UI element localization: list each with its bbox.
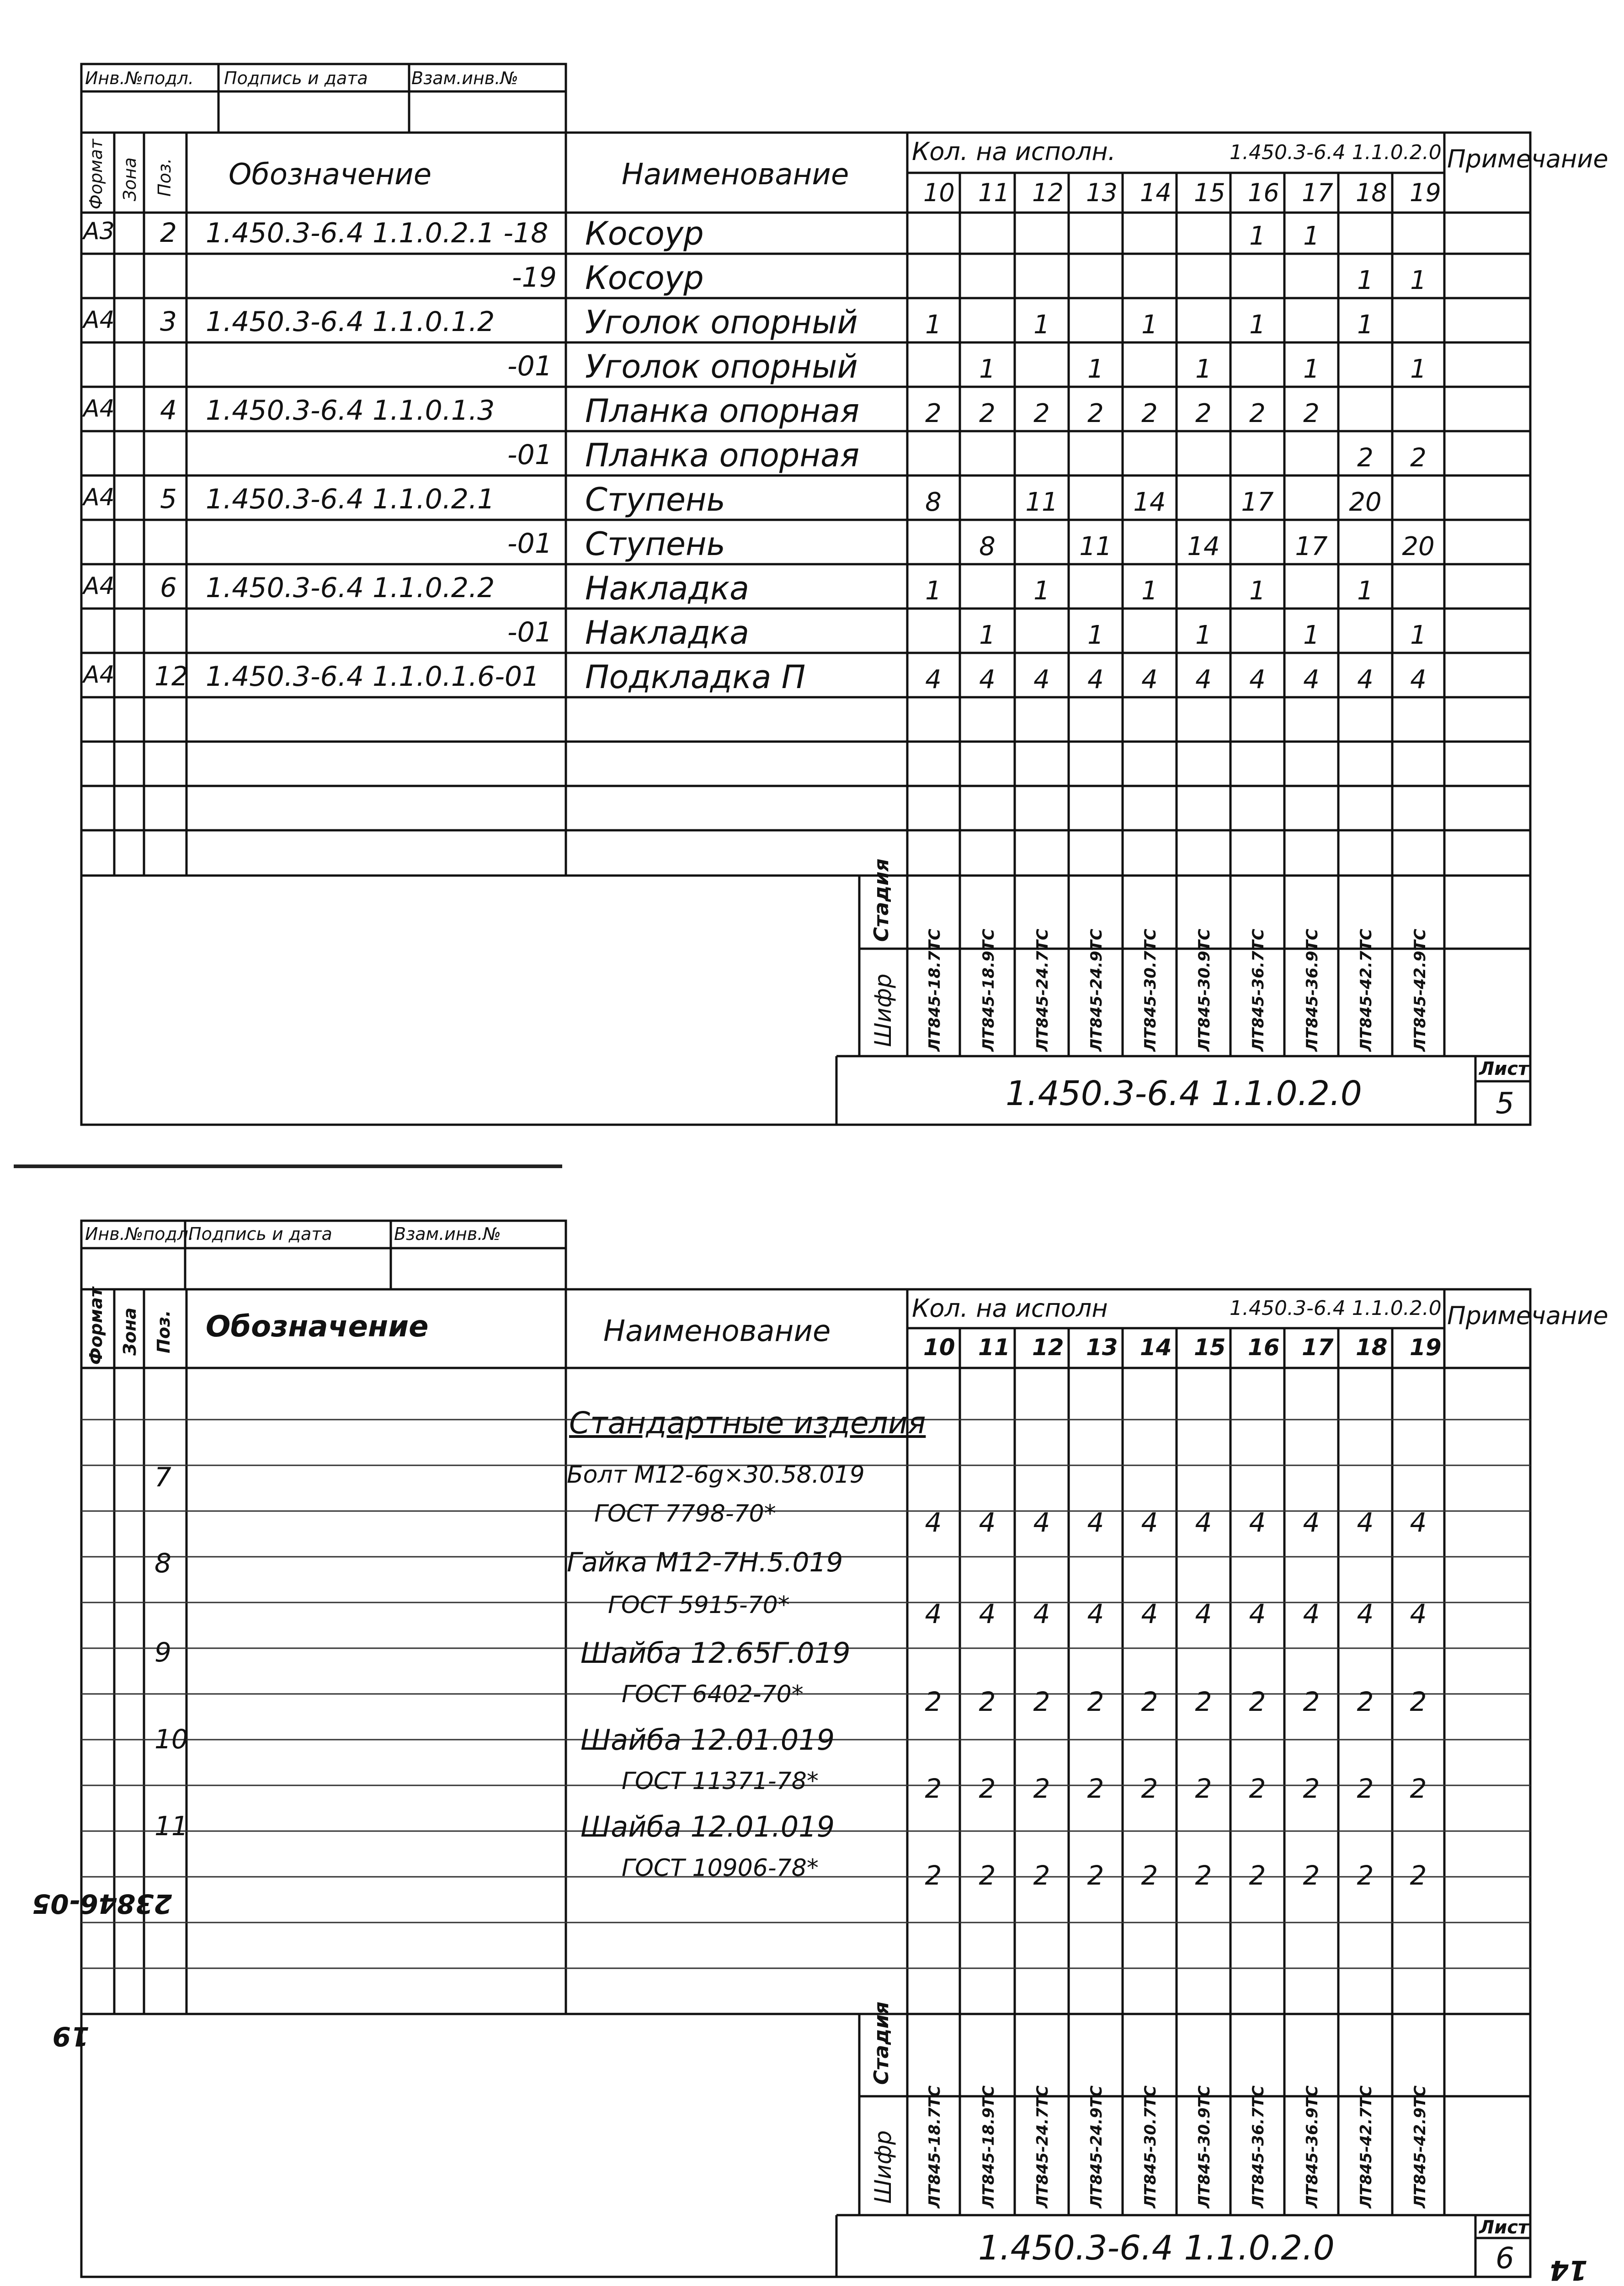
qty-cell: 2 (1195, 1773, 1212, 1804)
row-naimenovanie: Подкладка П (585, 658, 806, 696)
margin-code: 23846-05 (32, 1888, 172, 1919)
kol-column-17: 17 (1302, 1334, 1334, 1361)
qty-cell: 2 (1410, 1686, 1427, 1717)
qty-cell: 2 (979, 399, 996, 428)
qty-cell: 4 (1087, 1507, 1104, 1538)
shifr-code: ЛТ845-30.9ТС (1195, 929, 1214, 1052)
qty-cell: 4 (925, 1598, 942, 1629)
item-standard: ГОСТ 7798-70* (594, 1500, 776, 1528)
shifr-code: ЛТ845-18.9ТС (980, 2085, 998, 2208)
qty-cell: 2 (1410, 1860, 1427, 1891)
row-naimenovanie: Косоур (585, 259, 704, 297)
shifr-code: ЛТ845-30.7ТС (1141, 2085, 1160, 2208)
qty-cell: 1 (1033, 310, 1050, 340)
shifr-code: ЛТ845-24.7ТС (1033, 2085, 1052, 2208)
row-oboznachenie: 1.450.3-6.4 1.1.0.2.2 (206, 572, 495, 604)
qty-cell: 14 (1187, 532, 1220, 561)
qty-cell: 1 (1357, 310, 1374, 340)
qty-cell: 4 (1303, 1507, 1320, 1538)
header-format: Формат (86, 139, 106, 209)
qty-cell: 2 (979, 1686, 996, 1717)
qty-cell: 2 (1033, 1686, 1050, 1717)
row-naimenovanie: Ступень (585, 481, 725, 518)
qty-cell: 4 (1141, 1507, 1158, 1538)
item-name: Гайка М12-7Н.5.019 (567, 1547, 843, 1578)
qty-cell: 2 (925, 399, 942, 428)
qty-cell: 20 (1402, 532, 1435, 561)
qty-cell: 4 (1195, 665, 1212, 694)
qty-cell: 2 (1410, 1773, 1427, 1804)
shifr-code: ЛТ845-18.7ТС (926, 929, 944, 1052)
header-oboznachenie: Обозначение (229, 158, 432, 192)
qty-cell: 1 (979, 620, 996, 650)
row-poz: 12 (154, 661, 188, 692)
qty-cell: 20 (1349, 487, 1382, 517)
qty-cell: 2 (1249, 1860, 1266, 1891)
shifr-code: ЛТ845-42.9ТС (1411, 929, 1429, 1052)
qty-cell: 2 (1141, 1860, 1158, 1891)
qty-cell: 2 (925, 1773, 942, 1804)
qty-cell: 11 (1025, 487, 1058, 517)
kol-column-13: 13 (1086, 178, 1118, 207)
doc-number: 1.450.3-6.4 1.1.0.2.0 (1006, 1074, 1362, 1113)
qty-cell: 2 (1033, 399, 1050, 428)
stamp-inv-podl: Инв.№подл. (85, 68, 194, 88)
kol-column-14: 14 (1140, 1334, 1172, 1361)
qty-cell: 1 (1410, 266, 1427, 295)
row-format: А3 (83, 218, 115, 245)
shifr-code: ЛТ845-42.7ТС (1357, 929, 1375, 1052)
qty-cell: 1 (1033, 576, 1050, 606)
shifr-code: ЛТ845-36.7ТС (1249, 929, 1267, 1052)
item-name: Шайба 12.65Г.019 (580, 1636, 851, 1670)
item-poz: 8 (154, 1548, 171, 1579)
shifr-code: ЛТ845-24.9ТС (1087, 929, 1106, 1052)
qty-cell: 2 (1087, 1686, 1104, 1717)
row-format: А4 (83, 572, 115, 600)
header-kol-doc: 1.450.3-6.4 1.1.0.2.0 (1230, 141, 1442, 164)
qty-cell: 2 (1357, 1860, 1374, 1891)
qty-cell: 4 (1033, 665, 1050, 694)
qty-cell: 1 (925, 310, 942, 340)
shifr-code: ЛТ845-18.9ТС (980, 929, 998, 1052)
qty-cell: 1 (1141, 576, 1158, 606)
qty-cell: 2 (1249, 1686, 1266, 1717)
row-naimenovanie: Уголок опорный (585, 348, 858, 385)
qty-cell: 4 (1033, 1598, 1050, 1629)
list-label: Лист (1479, 2217, 1529, 2238)
shifr-code: ЛТ845-24.7ТС (1033, 929, 1052, 1052)
kol-column-17: 17 (1302, 178, 1333, 207)
kol-column-18: 18 (1356, 1334, 1388, 1361)
qty-cell: 4 (1195, 1598, 1212, 1629)
header-kol-doc: 1.450.3-6.4 1.1.0.2.0 (1230, 1297, 1442, 1320)
shifr-label: Шифр (870, 2130, 896, 2204)
kol-column-16: 16 (1248, 178, 1279, 207)
header-kol: Кол. на исполн. (912, 137, 1116, 166)
header-naimenovanie: Наименование (622, 158, 849, 192)
row-oboznachenie: -19 (512, 262, 557, 294)
shifr-label: Шифр (870, 973, 896, 1047)
row-naimenovanie: Уголок опорный (585, 304, 858, 341)
item-standard: ГОСТ 10906-78* (622, 1854, 819, 1882)
qty-cell: 1 (1303, 354, 1320, 384)
shifr-code: ЛТ845-30.9ТС (1195, 2085, 1214, 2208)
item-standard: ГОСТ 11371-78* (622, 1768, 819, 1795)
stamp-podpis: Подпись и дата (188, 1224, 332, 1244)
row-oboznachenie: -01 (507, 616, 552, 648)
kol-column-18: 18 (1356, 178, 1387, 207)
stadia-label: Стадия (870, 2001, 893, 2085)
shifr-code: ЛТ845-30.7ТС (1141, 929, 1160, 1052)
kol-column-19: 19 (1410, 1334, 1442, 1361)
qty-cell: 1 (1249, 310, 1266, 340)
item-name: Болт М12-6g×30.58.019 (567, 1461, 865, 1489)
qty-cell: 2 (1195, 399, 1212, 428)
qty-cell: 2 (1303, 399, 1320, 428)
row-naimenovanie: Планка опорная (585, 392, 860, 430)
qty-cell: 1 (1357, 576, 1374, 606)
qty-cell: 2 (1357, 1773, 1374, 1804)
kol-column-14: 14 (1140, 178, 1171, 207)
qty-cell: 1 (1195, 354, 1212, 384)
kol-column-12: 12 (1032, 1334, 1064, 1361)
qty-cell: 2 (1195, 1860, 1212, 1891)
header-naimenovanie: Наименование (603, 1314, 831, 1348)
kol-column-16: 16 (1248, 1334, 1280, 1361)
row-oboznachenie: 1.450.3-6.4 1.1.0.2.1 (206, 483, 495, 515)
kol-column-15: 15 (1194, 178, 1225, 207)
qty-cell: 2 (1357, 1686, 1374, 1717)
row-poz: 3 (160, 306, 177, 337)
qty-cell: 4 (1249, 1507, 1266, 1538)
qty-cell: 17 (1295, 532, 1328, 561)
qty-cell: 11 (1079, 532, 1112, 561)
qty-cell: 8 (979, 532, 996, 561)
qty-cell: 4 (1357, 1598, 1374, 1629)
qty-cell: 2 (1033, 1860, 1050, 1891)
row-format: А4 (83, 395, 115, 422)
qty-cell: 2 (1033, 1773, 1050, 1804)
row-naimenovanie: Накладка (585, 614, 750, 652)
qty-cell: 1 (1249, 576, 1266, 606)
qty-cell: 1 (1410, 620, 1427, 650)
row-naimenovanie: Ступень (585, 525, 725, 563)
qty-cell: 2 (1141, 399, 1158, 428)
shifr-code: ЛТ845-24.9ТС (1087, 2085, 1106, 2208)
qty-cell: 2 (1303, 1860, 1320, 1891)
qty-cell: 4 (1087, 665, 1104, 694)
qty-cell: 1 (1087, 354, 1104, 384)
doc-number: 1.450.3-6.4 1.1.0.2.0 (978, 2228, 1335, 2268)
row-oboznachenie: -01 (507, 350, 552, 382)
row-oboznachenie: 1.450.3-6.4 1.1.0.1.3 (206, 395, 495, 427)
qty-cell: 2 (1303, 1773, 1320, 1804)
corner-mark: 14 (1549, 2254, 1588, 2286)
kol-column-12: 12 (1032, 178, 1064, 207)
item-name: Шайба 12.01.019 (580, 1810, 835, 1843)
qty-cell: 2 (1249, 399, 1266, 428)
header-zona: Зона (120, 1307, 140, 1356)
stamp-vzam: Взам.инв.№ (411, 68, 518, 88)
row-poz: 2 (160, 217, 177, 248)
stamp-inv-podl: Инв.№подл. (85, 1224, 194, 1244)
row-format: А4 (83, 306, 115, 334)
qty-cell: 1 (1249, 221, 1266, 251)
qty-cell: 2 (1087, 399, 1104, 428)
quantity-grid (0, 1170, 1624, 2286)
row-naimenovanie: Планка опорная (585, 437, 860, 474)
qty-cell: 4 (1141, 665, 1158, 694)
shifr-code: ЛТ845-18.7ТС (926, 2085, 944, 2208)
row-format: А4 (83, 484, 115, 511)
row-oboznachenie: 1.450.3-6.4 1.1.0.2.1 -18 (206, 217, 548, 249)
header-zona: Зона (120, 157, 140, 201)
qty-cell: 4 (979, 1507, 996, 1538)
qty-cell: 1 (1410, 354, 1427, 384)
qty-cell: 4 (925, 1507, 942, 1538)
shifr-code: ЛТ845-42.9ТС (1411, 2085, 1429, 2208)
item-name: Шайба 12.01.019 (580, 1723, 835, 1757)
kol-column-11: 11 (978, 178, 1010, 207)
qty-cell: 4 (1410, 1507, 1427, 1538)
qty-cell: 4 (1303, 1598, 1320, 1629)
list-label: Лист (1479, 1058, 1529, 1079)
qty-cell: 2 (1249, 1773, 1266, 1804)
qty-cell: 4 (1357, 1507, 1374, 1538)
item-poz: 10 (154, 1724, 188, 1755)
row-poz: 4 (160, 395, 177, 426)
stadia-label: Стадия (870, 858, 893, 942)
item-poz: 11 (154, 1811, 188, 1842)
qty-cell: 1 (1357, 266, 1374, 295)
spec-sheet-6 (0, 1170, 1624, 2286)
header-kol: Кол. на исполн (912, 1294, 1108, 1323)
qty-cell: 1 (1141, 310, 1158, 340)
qty-cell: 2 (925, 1860, 942, 1891)
list-number: 5 (1496, 1087, 1514, 1121)
qty-cell: 2 (1303, 1686, 1320, 1717)
qty-cell: 2 (1087, 1860, 1104, 1891)
item-poz: 7 (154, 1462, 171, 1493)
qty-cell: 4 (1410, 665, 1427, 694)
shifr-code: ЛТ845-36.9ТС (1303, 929, 1321, 1052)
qty-cell: 4 (1357, 665, 1374, 694)
kol-column-19: 19 (1410, 178, 1441, 207)
row-poz: 5 (160, 483, 177, 514)
qty-cell: 4 (979, 1598, 996, 1629)
row-oboznachenie: 1.450.3-6.4 1.1.0.1.6-01 (206, 661, 540, 693)
row-poz: 6 (160, 572, 177, 603)
qty-cell: 4 (979, 665, 996, 694)
stamp-vzam: Взам.инв.№ (394, 1224, 501, 1244)
qty-cell: 2 (979, 1860, 996, 1891)
kol-column-11: 11 (978, 1334, 1010, 1361)
list-number: 6 (1496, 2242, 1514, 2275)
qty-cell: 2 (1410, 443, 1427, 473)
qty-cell: 2 (1357, 443, 1374, 473)
qty-cell: 4 (1141, 1598, 1158, 1629)
qty-cell: 1 (1195, 620, 1212, 650)
sheet-divider (14, 1164, 562, 1168)
qty-cell: 4 (1087, 1598, 1104, 1629)
qty-cell: 2 (1141, 1686, 1158, 1717)
qty-cell: 4 (1303, 665, 1320, 694)
item-poz: 9 (154, 1637, 171, 1668)
kol-column-10: 10 (923, 1334, 955, 1361)
qty-cell: 4 (1249, 665, 1266, 694)
qty-cell: 4 (1410, 1598, 1427, 1629)
kol-column-10: 10 (923, 178, 955, 207)
header-primechanie: Примечание (1447, 1301, 1608, 1330)
item-standard: ГОСТ 5915-70* (608, 1592, 790, 1619)
header-primechanie: Примечание (1447, 144, 1608, 173)
row-naimenovanie: Косоур (585, 215, 704, 252)
qty-cell: 14 (1133, 487, 1166, 517)
shifr-code: ЛТ845-42.7ТС (1357, 2085, 1375, 2208)
kol-column-15: 15 (1194, 1334, 1226, 1361)
header-poz: Поз. (154, 158, 175, 197)
qty-cell: 8 (925, 487, 942, 517)
qty-cell: 17 (1241, 487, 1274, 517)
header-format: Формат (86, 1287, 106, 1365)
qty-cell: 1 (1303, 221, 1320, 251)
qty-cell: 2 (1141, 1773, 1158, 1804)
qty-cell: 1 (1303, 620, 1320, 650)
qty-cell: 4 (925, 665, 942, 694)
shifr-code: ЛТ845-36.9ТС (1303, 2085, 1321, 2208)
qty-cell: 1 (925, 576, 942, 606)
row-naimenovanie: Накладка (585, 570, 750, 607)
qty-cell: 4 (1033, 1507, 1050, 1538)
qty-cell: 4 (1249, 1598, 1266, 1629)
margin-page: 19 (53, 2021, 90, 2052)
item-standard: ГОСТ 6402-70* (622, 1681, 804, 1708)
header-oboznachenie: Обозначение (206, 1310, 429, 1344)
row-format: А4 (83, 661, 115, 689)
qty-cell: 1 (1087, 620, 1104, 650)
row-oboznachenie: -01 (507, 528, 552, 560)
qty-cell: 2 (1087, 1773, 1104, 1804)
qty-cell: 1 (979, 354, 996, 384)
row-oboznachenie: 1.450.3-6.4 1.1.0.1.2 (206, 306, 495, 338)
row-oboznachenie: -01 (507, 439, 552, 471)
kol-column-13: 13 (1086, 1334, 1118, 1361)
section-title: Стандартные изделия (569, 1405, 926, 1441)
shifr-code: ЛТ845-36.7ТС (1249, 2085, 1267, 2208)
qty-cell: 4 (1195, 1507, 1212, 1538)
qty-cell: 2 (925, 1686, 942, 1717)
header-poz: Поз. (154, 1310, 174, 1353)
qty-cell: 2 (1195, 1686, 1212, 1717)
stamp-podpis: Подпись и дата (224, 68, 368, 88)
qty-cell: 2 (979, 1773, 996, 1804)
